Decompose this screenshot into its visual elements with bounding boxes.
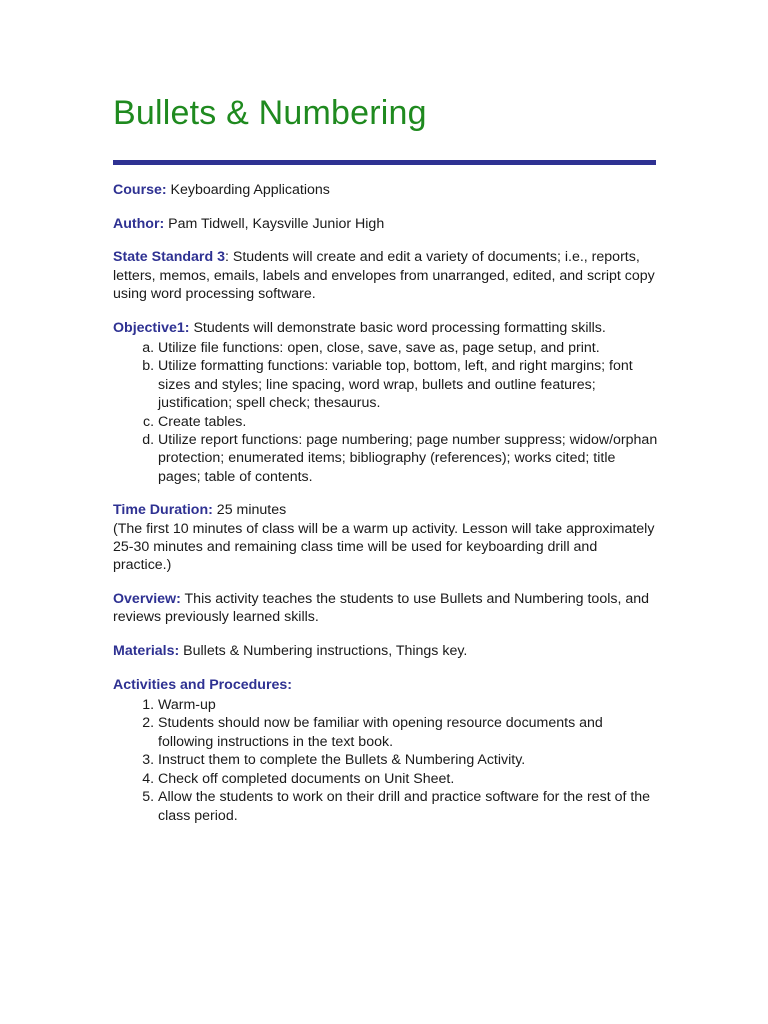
time-duration-note: (The first 10 minutes of class will be a warm up activity. Lesson will take approximately 25-30 minutes and remaining class time will be used for keyboarding drill and practice.) <box>113 520 655 574</box>
list-item: 3. Instruct them to complete the Bullets & Numbering Activity. <box>158 751 658 769</box>
overview-value: This activity teaches the students to use Bullets and Numbering tools, and reviews previously learned skills. <box>113 591 650 626</box>
list-item: a. Utilize file functions: open, close, save, save as, page setup, and print. <box>158 339 658 357</box>
course-value: Keyboarding Applications <box>166 182 330 198</box>
list-item: 4. Check off completed documents on Unit Sheet. <box>158 770 658 788</box>
overview-label: Overview: <box>113 591 181 608</box>
list-item: b. Utilize formatting functions: variable top, bottom, left, and right margins; font sizes and styles; line spacing, word wrap, bullets and outline features; justification; spell check; thesaurus. <box>158 357 658 412</box>
state-standard-label: State Standard 3 <box>113 249 225 266</box>
objective-value: Students will demonstrate basic word processing formatting skills. <box>189 319 606 336</box>
activities-heading <box>113 676 658 694</box>
list-item: 5. Allow the students to work on their drill and practice software for the rest of the class period. <box>158 788 658 825</box>
course-label: Course: <box>113 182 167 198</box>
list-item: 2. Students should now be familiar with opening resource documents and following instructions in the text book. <box>158 714 658 751</box>
list-item: d. Utilize report functions: page numbering; page number suppress; widow/orphan protection; enumerated items; bibliography (references); works cited; title pages; table of contents. <box>158 431 658 486</box>
materials-value: Bullets & Numbering instructions, Things key. <box>179 643 468 660</box>
author-line <box>113 215 658 233</box>
materials-line <box>113 642 658 660</box>
objective-line <box>113 319 658 337</box>
author-label: Author: <box>113 215 165 232</box>
title-divider <box>113 160 656 165</box>
course-line <box>113 181 658 199</box>
state-standard-value: : Students will create and edit a variety of documents; i.e., reports, letters, memos, emails, labels and envelopes from unarranged, edited, and script copy using word processing software. <box>113 249 655 302</box>
objective-list <box>113 339 658 486</box>
time-duration-label: Time Duration: <box>113 502 213 519</box>
document-body <box>113 181 658 840</box>
activities-list <box>113 696 658 825</box>
overview-line <box>113 590 658 627</box>
materials-label: Materials: <box>113 643 180 660</box>
objective-label: Objective1: <box>113 319 190 336</box>
list-item: c. Create tables. <box>158 413 658 431</box>
time-duration-block <box>113 501 658 575</box>
time-duration-value: 25 minutes <box>212 502 287 519</box>
page-title: Bullets & Numbering <box>113 94 427 132</box>
activities-label: Activities and Procedures: <box>113 676 292 693</box>
state-standard-line <box>113 248 658 303</box>
list-item: 1. Warm-up <box>158 696 658 714</box>
author-value: Pam Tidwell, Kaysville Junior High <box>164 215 385 232</box>
